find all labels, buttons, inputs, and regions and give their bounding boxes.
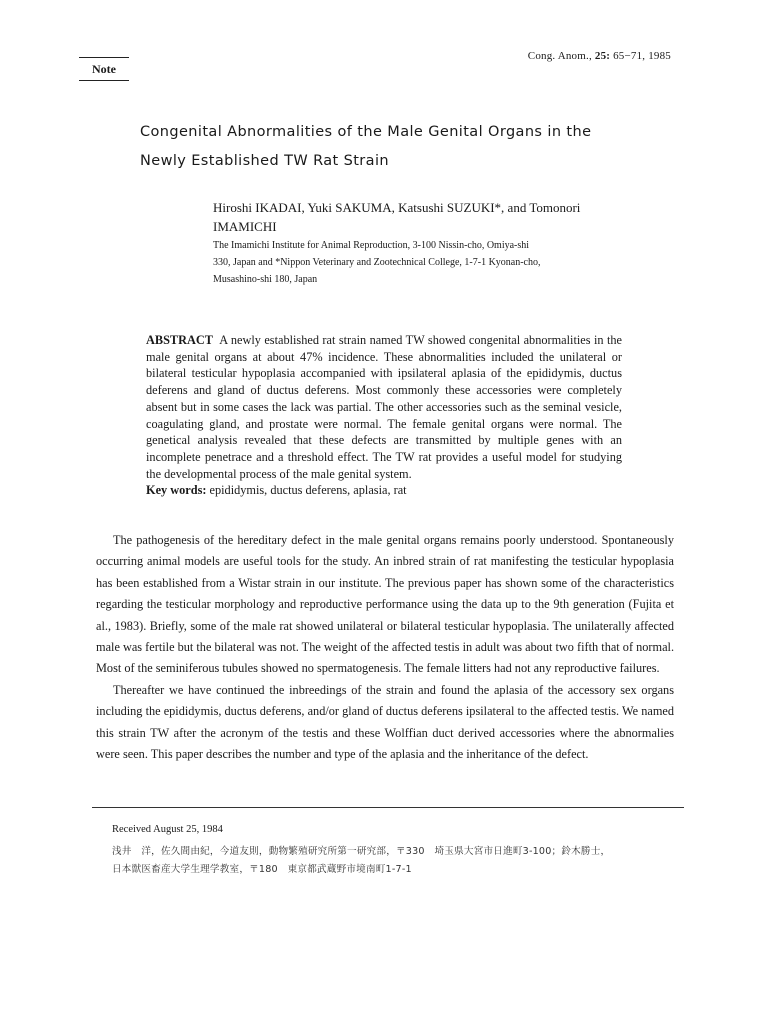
authors-line-1: Hiroshi IKADAI, Yuki SAKUMA, Katsushi SUZUKI*, and Tomonori — [213, 200, 581, 215]
japanese-author-line-2: 日本獣医畜産大学生理学教室，〒180 東京都武蔵野市境南町1-7-1 — [112, 864, 412, 875]
abstract-paragraph — [146, 332, 622, 482]
author-list — [213, 198, 633, 236]
keywords-text: epididymis, ductus deferens, aplasia, rat — [209, 483, 407, 498]
authors-line-2: IMAMICHI — [213, 219, 277, 234]
affiliation-line-2: 330, Japan and *Nippon Veterinary and Zootechnical College, 1-7-1 Kyonan-cho, — [213, 257, 541, 268]
journal-volume: 25: — [594, 50, 611, 62]
abstract-block — [146, 332, 622, 499]
journal-citation — [528, 50, 671, 62]
japanese-author-line-1: 浅井 洋，佐久間由紀，今道友則，動物繁殖研究所第一研究部，〒330 埼玉県大宮市日進町3-100；鈴木勝士， — [112, 846, 611, 857]
keywords-line — [146, 482, 622, 499]
body-paragraph-1: The pathogenesis of the hereditary defect in the male genital organs remains poorly understood. Spontaneously occurring animal models are useful tools for the study. An inbred strain of rat manifesting the testicular hypoplasia has been established from a Wistar strain in our institute. The previous paper has shown some of the characteristics regarding the testicular morphology and reproductive performance using the data up to the 9th generation (Fujita et al., 1983). Briefly, some of the male rat showed unilateral or bilateral testicular hypoplasia. The unilaterally affected male was fertile but the bilateral was not. The weight of the affected testis in adult was about two fifth that of normal. Most of the seminiferous tubules showed no spermatogenesis. The female litters had not any reproductive failures. — [96, 533, 675, 676]
author-affiliation — [213, 237, 633, 288]
body-text — [96, 530, 674, 765]
title-line-1: Congenital Abnormalities of the Male Genital Organs in the — [140, 124, 592, 140]
note-label: Note — [92, 62, 116, 76]
note-bottom-rule — [79, 80, 129, 81]
abstract-text: A newly established rat strain named TW showed congenital abnormalities in the male genital organs at about 47% incidence. These abnormalities included the unilateral or bilateral testicular hypoplasia accompanied with ipsilateral aplasia of the epididymis, ductus deferens and gland of ductus deferens. Most commonly these accessories were completely absent but in some cases the lack was partial. The other accessories such as the seminal vesicle, coagulating gland, and prostate were normal. The female genital organs were normal. The genetical analysis revealed that these defects are transmitted by multiple genes with an incomplete penetrace and a threshold effect. The TW rat provides a useful model for studying the developmental process of the male genital system. — [146, 333, 622, 481]
note-top-rule — [79, 57, 129, 58]
title-line-2: Newly Established TW Rat Strain — [140, 153, 389, 169]
received-date: Received August 25, 1984 — [112, 824, 223, 835]
journal-name: Cong. Anom., — [527, 50, 592, 62]
keywords-heading: Key words: — [146, 483, 207, 498]
affiliation-line-3: Musashino-shi 180, Japan — [213, 274, 318, 285]
abstract-heading: ABSTRACT — [146, 333, 213, 347]
affiliation-line-1: The Imamichi Institute for Animal Reproduction, 3-100 Nissin-cho, Omiya-shi — [213, 240, 530, 251]
article-title — [140, 118, 660, 176]
body-paragraph-2: Thereafter we have continued the inbreedings of the strain and found the aplasia of the accessory sex organs including the epididymis, ductus deferens, and/or gland of ductus deferens ipsilateral to the affected testis. We named this strain TW after the acronym of the testis and these Wolffian duct derived accessories where the abnormalies were seen. This paper describes the number and type of the aplasia and the inheritance of the defect. — [96, 682, 674, 762]
footnote-divider — [92, 807, 684, 808]
journal-pages-year: 65−71, 1985 — [613, 50, 671, 62]
